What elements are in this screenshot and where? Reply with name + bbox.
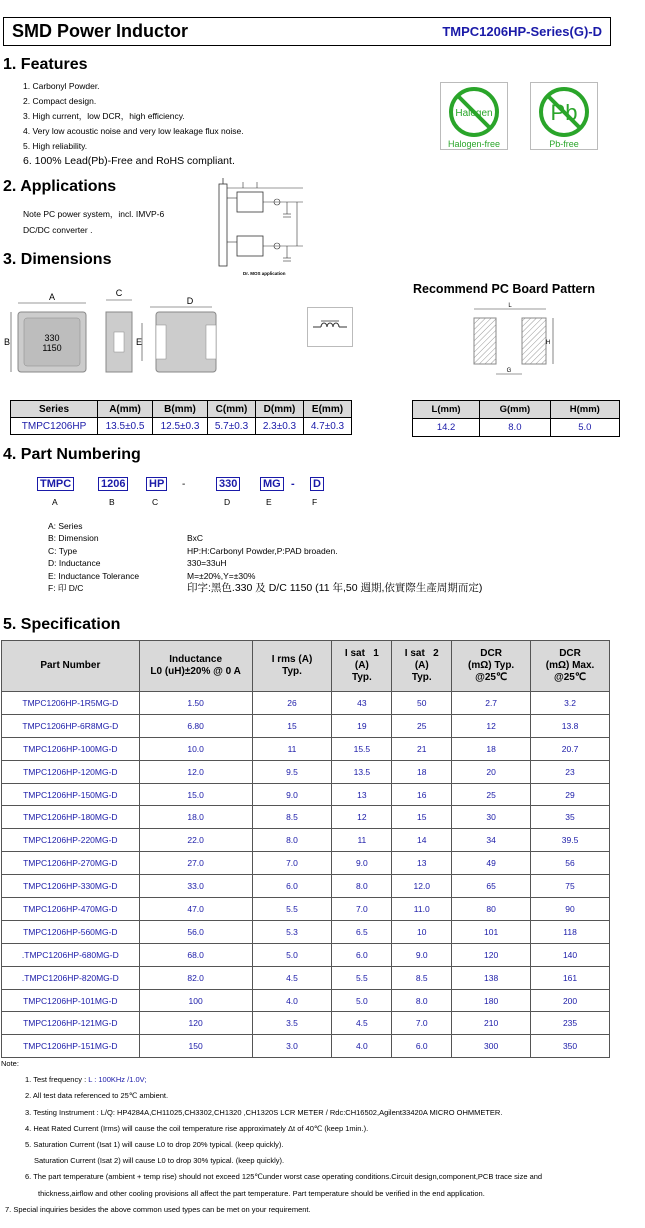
table-header-row — [11, 401, 352, 418]
note-item: 4. Heat Rated Current (Irms) will cause the coil temperature rise approximately Δt of 40℃ (keep 1min.). — [25, 1123, 369, 1133]
table-row — [2, 989, 610, 1012]
dim-e-label: E — [136, 337, 143, 347]
table-cell: 56 — [531, 852, 610, 875]
table-row — [2, 1012, 610, 1035]
table-cell: 13.5 — [332, 760, 392, 783]
circuit-diagram — [213, 178, 308, 278]
table-cell: 12 — [452, 714, 531, 737]
table-row — [2, 966, 610, 989]
table-cell: 5.5 — [332, 966, 392, 989]
table-header: E(mm) — [303, 401, 351, 418]
circuit-caption: Dr. MOS application — [243, 271, 286, 276]
table-cell: 2.3±0.3 — [255, 418, 303, 435]
table-header: L(mm) — [413, 401, 480, 419]
table-cell: 25 — [452, 783, 531, 806]
pn-legend-value: 印字:黑色.330 及 D/C 1150 (11 年,50 週期,依實際生產周期而定) — [187, 582, 483, 595]
table-cell: 4.7±0.3 — [303, 418, 351, 435]
table-cell: 82.0 — [139, 966, 252, 989]
table-cell: 25 — [392, 714, 452, 737]
pcb-g-label: G — [506, 368, 512, 374]
part-marking-inductance: 330 — [44, 333, 60, 343]
table-header — [252, 641, 332, 692]
table-header — [392, 641, 452, 692]
part-number-cell: TMPC1206HP-151MG-D — [2, 1035, 140, 1058]
table-cell: 16 — [392, 783, 452, 806]
table-header: H(mm) — [550, 401, 619, 419]
table-cell: 2.7 — [452, 692, 531, 715]
pn-legend-value: M=±20%,Y=±30% — [187, 570, 256, 581]
pn-legend-value — [187, 520, 627, 532]
table-cell: 23 — [531, 760, 610, 783]
pn-code-dc: D — [310, 478, 324, 490]
table-cell: 22.0 — [139, 829, 252, 852]
table-row — [413, 419, 620, 437]
table-cell: 43 — [332, 692, 392, 715]
table-header: D(mm) — [255, 401, 303, 418]
part-number-cell: .TMPC1206HP-680MG-D — [2, 943, 140, 966]
feature-item: 1. Carbonyl Powder. — [23, 81, 100, 91]
table-cell: 6.5 — [332, 920, 392, 943]
table-cell: 39.5 — [531, 829, 610, 852]
pb-free-label: Pb-free — [549, 139, 579, 149]
part-marking-date-code: 1150 — [42, 343, 62, 353]
table-cell: 3.5 — [252, 1012, 332, 1035]
table-cell: 9.5 — [252, 760, 332, 783]
applications-heading: 2. Applications — [3, 178, 117, 195]
table-cell: 34 — [452, 829, 531, 852]
part-numbering-heading: 4. Part Numbering — [3, 446, 141, 463]
table-cell: 210 — [452, 1012, 531, 1035]
inductor-coil-icon — [307, 307, 353, 347]
table-cell: 18.0 — [139, 806, 252, 829]
pn-letter: F — [312, 497, 318, 507]
pn-legend-key: F: 印 D/C — [48, 583, 84, 594]
table-cell: 8.0 — [332, 875, 392, 898]
table-cell: 140 — [531, 943, 610, 966]
table-header-line: @25℃ — [475, 672, 508, 683]
pn-legend-value: HP:H:Carbonyl Powder,P:PAD broaden. — [187, 545, 338, 556]
feature-item: 2. Compact design. — [23, 96, 97, 106]
table-cell: 35 — [531, 806, 610, 829]
part-number-cell: TMPC1206HP-220MG-D — [2, 829, 140, 852]
table-cell: 9.0 — [252, 783, 332, 806]
part-number-cell: TMPC1206HP-560MG-D — [2, 920, 140, 943]
table-cell: 65 — [452, 875, 531, 898]
pn-letter: B — [109, 497, 115, 507]
table-header-line: DCR — [480, 648, 502, 659]
table-header-line: (A) — [354, 660, 369, 671]
table-cell: 100 — [139, 989, 252, 1012]
note-item: 3. Testing Instrument : L/Q: HP4284A,CH11025,CH3302,CH1320 ,CH1320S LCR METER / Rdc:CH16502,Agilent33420A MICRO OHMMETER. — [25, 1107, 503, 1117]
table-header-line: Typ. — [351, 672, 372, 683]
table-cell: 5.0 — [550, 419, 619, 437]
pn-legend-key: D: Inductance — [48, 558, 101, 569]
table-header-line: (mΩ) Max. — [545, 660, 595, 671]
table-cell: 101 — [452, 920, 531, 943]
pn-letter: A — [52, 497, 58, 507]
table-cell: 18 — [392, 760, 452, 783]
dim-c-label: C — [115, 288, 123, 298]
pb-free-badge — [530, 82, 598, 150]
part-number-cell: TMPC1206HP-330MG-D — [2, 875, 140, 898]
table-cell: 13 — [392, 852, 452, 875]
table-cell: 14 — [392, 829, 452, 852]
application-line: Note PC power system，incl. IMVP-6 — [23, 209, 165, 219]
table-cell: 6.0 — [332, 943, 392, 966]
table-cell: 1.50 — [139, 692, 252, 715]
dim-a-label: A — [48, 292, 56, 302]
part-number-cell: TMPC1206HP-100MG-D — [2, 737, 140, 760]
table-cell: 12.0 — [392, 875, 452, 898]
dimensions-heading: 3. Dimensions — [3, 251, 112, 268]
table-cell: 14.2 — [413, 419, 480, 437]
table-cell: 27.0 — [139, 852, 252, 875]
table-cell: 18 — [452, 737, 531, 760]
table-cell: 9.0 — [392, 943, 452, 966]
table-row — [2, 1035, 610, 1058]
dimension-table — [10, 400, 352, 435]
table-header-line: Typ. — [282, 666, 302, 677]
table-row — [2, 875, 610, 898]
table-cell: 7.0 — [252, 852, 332, 875]
note-item: thickness,airflow and other cooling provisions all affect the part temperature. Part temperature should be verified in the end application. — [38, 1188, 485, 1198]
pcb-pattern-drawing — [460, 298, 570, 380]
table-cell: 75 — [531, 875, 610, 898]
table-cell: 19 — [332, 714, 392, 737]
table-header-line: I sat 1 — [344, 648, 379, 659]
table-header: B(mm) — [153, 401, 208, 418]
table-cell: TMPC1206HP — [11, 418, 98, 435]
table-row — [2, 806, 610, 829]
table-header: C(mm) — [208, 401, 256, 418]
table-cell: 120 — [139, 1012, 252, 1035]
table-cell: 13 — [332, 783, 392, 806]
table-header-row — [413, 401, 620, 419]
table-header: G(mm) — [480, 401, 550, 419]
pb-free-icon — [531, 83, 597, 149]
table-cell: 80 — [452, 898, 531, 921]
part-number-cell: .TMPC1206HP-820MG-D — [2, 966, 140, 989]
halogen-free-icon — [441, 83, 507, 149]
table-cell: 5.0 — [252, 943, 332, 966]
table-cell: 4.0 — [332, 1035, 392, 1058]
pn-legend-key: E: Inductance Tolerance — [48, 570, 140, 581]
table-row — [2, 783, 610, 806]
pcb-l-label: L — [508, 303, 512, 309]
table-header-line: Part Number — [40, 660, 101, 671]
dim-d-label: D — [186, 296, 194, 306]
table-cell: 180 — [452, 989, 531, 1012]
pcb-pattern-heading: Recommend PC Board Pattern — [413, 282, 595, 296]
table-header — [452, 641, 531, 692]
table-cell: 9.0 — [332, 852, 392, 875]
table-row — [2, 737, 610, 760]
table-header-line: @25℃ — [553, 672, 587, 683]
table-cell: 300 — [452, 1035, 531, 1058]
table-cell: 56.0 — [139, 920, 252, 943]
notes-title: Note: — [1, 1059, 19, 1068]
table-cell: 15.0 — [139, 783, 252, 806]
pn-legend-keys — [48, 520, 208, 594]
table-cell: 12 — [332, 806, 392, 829]
pn-code-dimension: 1206 — [98, 478, 128, 490]
part-number-cell: TMPC1206HP-6R8MG-D — [2, 714, 140, 737]
part-number-cell: TMPC1206HP-180MG-D — [2, 806, 140, 829]
table-cell: 12.5±0.3 — [153, 418, 208, 435]
pn-code-type: HP — [146, 478, 167, 490]
table-cell: 11 — [332, 829, 392, 852]
table-header-line: Typ. — [411, 672, 432, 683]
table-cell: 200 — [531, 989, 610, 1012]
table-header — [139, 641, 252, 692]
table-cell: 350 — [531, 1035, 610, 1058]
table-cell: 21 — [392, 737, 452, 760]
table-cell: 13.5±0.5 — [98, 418, 153, 435]
part-number-cell: TMPC1206HP-120MG-D — [2, 760, 140, 783]
table-cell: 5.3 — [252, 920, 332, 943]
table-cell: 5.0 — [332, 989, 392, 1012]
table-cell: 13.8 — [531, 714, 610, 737]
table-cell: 26 — [252, 692, 332, 715]
table-cell: 15 — [392, 806, 452, 829]
pn-code-tolerance: MG — [260, 478, 284, 490]
pn-legend-key: C: Type — [48, 545, 78, 556]
table-cell: 150 — [139, 1035, 252, 1058]
specification-table — [1, 640, 610, 1058]
table-cell: 4.0 — [252, 989, 332, 1012]
note-item: Saturation Current (Isat 2) will cause L0 to drop 30% typical. (keep quickly). — [34, 1156, 285, 1166]
part-number-cell: TMPC1206HP-101MG-D — [2, 989, 140, 1012]
table-header-line: DCR — [559, 648, 581, 659]
part-number-cell: TMPC1206HP-121MG-D — [2, 1012, 140, 1035]
table-cell: 8.0 — [392, 989, 452, 1012]
halogen-free-label: Halogen-free — [447, 139, 501, 149]
note-item: 5. Saturation Current (Isat 1) will cause L0 to drop 20% typical. (keep quickly). — [25, 1140, 284, 1150]
table-header-row — [2, 641, 610, 692]
table-header — [531, 641, 610, 692]
halogen-text: Halogen — [455, 108, 493, 119]
table-cell: 20 — [452, 760, 531, 783]
table-cell: 161 — [531, 966, 610, 989]
note-item: 2. All test data referenced to 25℃ ambient. — [25, 1091, 169, 1101]
table-cell: 15 — [252, 714, 332, 737]
table-cell: 6.80 — [139, 714, 252, 737]
table-row — [11, 418, 352, 435]
table-cell: 120 — [452, 943, 531, 966]
dimension-drawing — [0, 285, 230, 375]
pn-legend-values — [187, 520, 627, 594]
pn-legend-key: A: Series — [48, 521, 83, 531]
pn-separator: - — [291, 478, 295, 490]
table-row — [2, 829, 610, 852]
pn-code-inductance: 330 — [216, 478, 240, 490]
table-cell: 6.0 — [252, 875, 332, 898]
feature-item: 3. High current，low DCR，high efficiency. — [23, 111, 185, 121]
pn-letter: D — [224, 497, 231, 507]
pn-legend-value: 330=33uH — [187, 558, 227, 569]
pn-legend-value: BxC — [187, 533, 204, 544]
part-number-cell: TMPC1206HP-270MG-D — [2, 852, 140, 875]
specification-table-body — [2, 692, 610, 1058]
table-header: Series — [11, 401, 98, 418]
table-row — [2, 714, 610, 737]
table-row — [2, 692, 610, 715]
features-list — [23, 79, 244, 169]
table-cell: 5.7±0.3 — [208, 418, 256, 435]
table-cell: 15.5 — [332, 737, 392, 760]
table-row — [2, 920, 610, 943]
table-cell: 90 — [531, 898, 610, 921]
features-heading: 1. Features — [3, 56, 88, 73]
table-cell: 33.0 — [139, 875, 252, 898]
pn-separator: - — [182, 479, 186, 490]
table-cell: 4.5 — [332, 1012, 392, 1035]
notes-section — [1, 1056, 641, 1218]
table-header-line: Inductance — [169, 654, 223, 665]
table-row — [2, 760, 610, 783]
table-row — [2, 943, 610, 966]
table-cell: 5.5 — [252, 898, 332, 921]
pn-code-series: TMPC — [37, 478, 74, 490]
pcb-h-label: H — [546, 340, 551, 346]
table-cell: 11 — [252, 737, 332, 760]
dim-b-label: B — [4, 337, 11, 347]
table-cell: 11.0 — [392, 898, 452, 921]
pcb-pattern-table — [412, 400, 620, 437]
table-cell: 12.0 — [139, 760, 252, 783]
table-cell: 118 — [531, 920, 610, 943]
series-model: TMPC1206HP-Series(G)-D — [442, 24, 602, 39]
pn-letter: C — [152, 497, 159, 507]
table-cell: 7.0 — [332, 898, 392, 921]
document-title: SMD Power Inductor — [12, 21, 189, 41]
table-header-line: (mΩ) Typ. — [468, 660, 515, 671]
pb-text: Pb — [550, 100, 578, 125]
table-cell: 8.5 — [392, 966, 452, 989]
table-cell: 4.5 — [252, 966, 332, 989]
table-cell: 10 — [392, 920, 452, 943]
table-header — [332, 641, 392, 692]
table-cell: 29 — [531, 783, 610, 806]
table-cell: 30 — [452, 806, 531, 829]
table-cell: 20.7 — [531, 737, 610, 760]
feature-item: 6. 100% Lead(Pb)-Free and RoHS compliant. — [23, 155, 235, 167]
feature-item: 4. Very low acoustic noise and very low leakage flux noise. — [23, 126, 244, 136]
table-cell: 3.2 — [531, 692, 610, 715]
table-header-line: I rms (A) — [271, 654, 313, 665]
table-cell: 10.0 — [139, 737, 252, 760]
halogen-free-badge — [440, 82, 508, 150]
table-cell: 8.5 — [252, 806, 332, 829]
table-header: A(mm) — [98, 401, 153, 418]
table-cell: 47.0 — [139, 898, 252, 921]
table-cell: 8.0 — [252, 829, 332, 852]
table-cell: 8.0 — [480, 419, 550, 437]
table-header — [2, 641, 140, 692]
table-cell: 50 — [392, 692, 452, 715]
table-row — [2, 898, 610, 921]
table-cell: 7.0 — [392, 1012, 452, 1035]
application-line: DC/DC converter . — [23, 225, 93, 235]
note-item: 1. Test frequency : L : 100KHz /1.0V; — [25, 1075, 147, 1085]
part-number-cell: TMPC1206HP-1R5MG-D — [2, 692, 140, 715]
table-cell: 68.0 — [139, 943, 252, 966]
table-cell: 6.0 — [392, 1035, 452, 1058]
document-header — [3, 17, 611, 46]
table-cell: 138 — [452, 966, 531, 989]
table-header-line: L0 (uH)±20% @ 0 A — [150, 666, 241, 677]
pn-letter: E — [266, 497, 272, 507]
specification-heading: 5. Specification — [3, 616, 121, 633]
feature-item: 5. High reliability. — [23, 141, 88, 151]
note-item: 7. Special inquiries besides the above common used types can be met on your requirement. — [5, 1204, 311, 1214]
pn-legend-key: B: Dimension — [48, 533, 99, 544]
table-row — [2, 852, 610, 875]
table-cell: 49 — [452, 852, 531, 875]
table-cell: 235 — [531, 1012, 610, 1035]
note-item: 6. The part temperature (ambient + temp rise) should not exceed 125℃under worst case operating conditions.Circuit design,component,PCB trace size and — [25, 1172, 543, 1182]
part-number-cell: TMPC1206HP-470MG-D — [2, 898, 140, 921]
table-header-line: (A) — [414, 660, 429, 671]
table-header-line: I sat 2 — [404, 648, 439, 659]
part-number-cell: TMPC1206HP-150MG-D — [2, 783, 140, 806]
table-cell: 3.0 — [252, 1035, 332, 1058]
